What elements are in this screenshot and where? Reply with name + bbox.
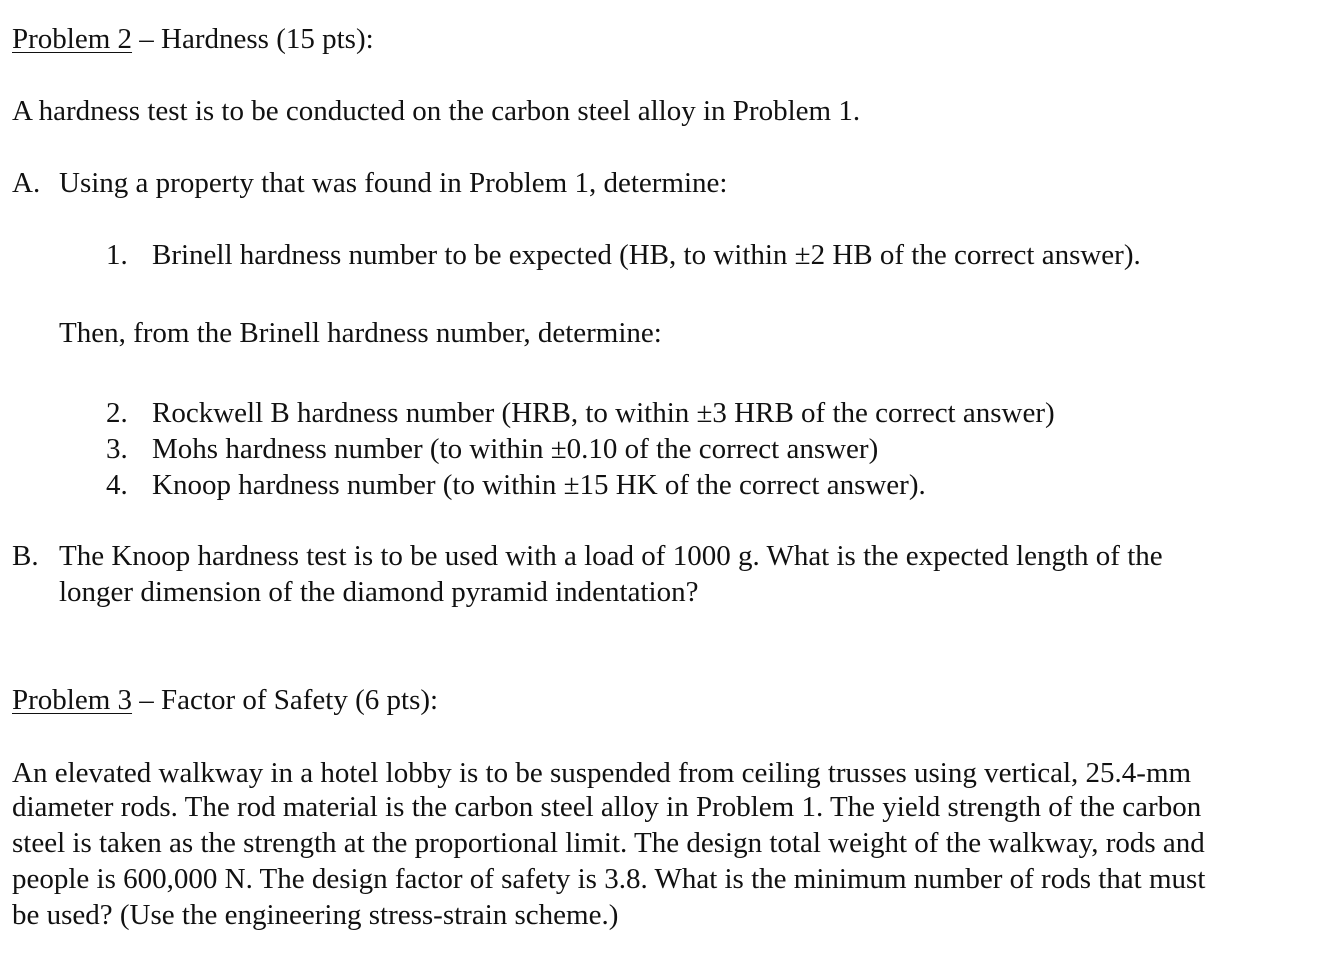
problem-3-heading — [12, 682, 438, 718]
list-item-4 — [106, 467, 926, 503]
problem-3-line-3: steel is taken as the strength at the proportional limit. The design total weight of the walkway, rods and — [12, 827, 1205, 859]
problem-3-label: Problem 3 — [12, 684, 133, 716]
list-item-1-text: Brinell hardness number to be expected (HB, to within ±2 HB of the correct answer). — [152, 239, 1141, 271]
list-item-2-number: 2. — [106, 397, 128, 429]
problem-3-title: – Factor of Safety (6 pts): — [132, 684, 439, 716]
list-item-1 — [106, 237, 1141, 273]
list-item-3 — [106, 431, 878, 467]
list-item-2 — [106, 395, 1055, 431]
part-a-marker: A. — [12, 167, 41, 199]
problem-2-label: Problem 2 — [12, 23, 133, 55]
part-b-text-1: The Knoop hardness test is to be used with a load of 1000 g. What is the expected length of the — [59, 540, 1163, 572]
part-b-line-2: longer dimension of the diamond pyramid indentation? — [59, 576, 699, 608]
problem-3-line-5: be used? (Use the engineering stress-strain scheme.) — [12, 899, 619, 931]
part-a-prompt — [12, 165, 727, 201]
part-b-line-1 — [12, 538, 1163, 574]
problem-2-intro: A hardness test is to be conducted on the carbon steel alloy in Problem 1. — [12, 95, 861, 127]
list-item-4-text: Knoop hardness number (to within ±15 HK of the correct answer). — [152, 469, 926, 501]
list-item-4-number: 4. — [106, 469, 128, 501]
problem-3-line-1: An elevated walkway in a hotel lobby is to be suspended from ceiling trusses using vertical, 25.4-mm — [12, 757, 1192, 789]
list-item-1-number: 1. — [106, 239, 128, 271]
problem-3-line-2: diameter rods. The rod material is the carbon steel alloy in Problem 1. The yield strength of the carbon — [12, 791, 1202, 823]
problem-2-heading — [12, 21, 374, 57]
problem-3-line-4: people is 600,000 N. The design factor of safety is 3.8. What is the minimum number of rods that must — [12, 863, 1206, 895]
list-item-2-text: Rockwell B hardness number (HRB, to within ±3 HRB of the correct answer) — [152, 397, 1055, 429]
list-item-3-text: Mohs hardness number (to within ±0.10 of the correct answer) — [152, 433, 879, 465]
part-b-marker: B. — [12, 540, 39, 572]
then-text: Then, from the Brinell hardness number, determine: — [59, 317, 662, 349]
list-item-3-number: 3. — [106, 433, 128, 465]
problem-2-title: – Hardness (15 pts): — [132, 23, 374, 55]
part-a-text: Using a property that was found in Problem 1, determine: — [59, 167, 728, 199]
